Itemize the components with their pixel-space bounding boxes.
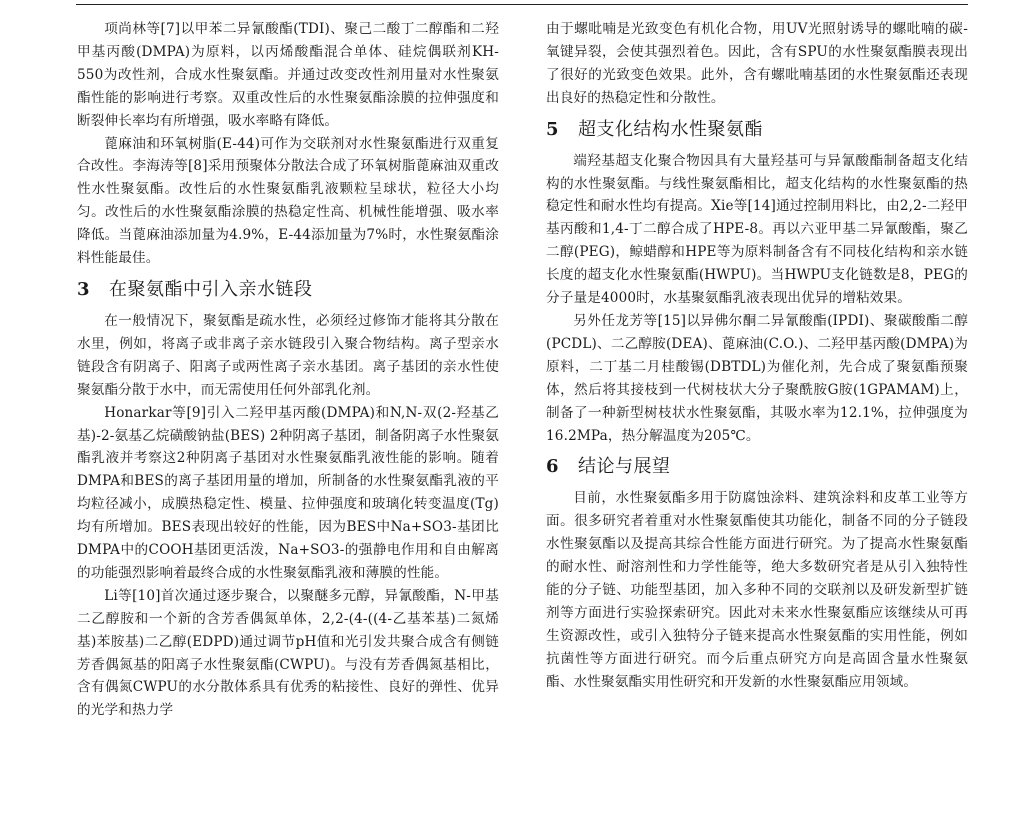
left-column — [77, 18, 499, 722]
paragraph-hydrophilic: 在一般情况下，聚氨酯是疏水性，必须经过修饰才能将其分散在水里，例如，将离子或非离子亲水链段引入聚合物结构。离子型亲水链段含有阴离子、阳离子或两性离子亲水基团。离子基团的亲水性使聚氨酯分散于水中，而无需使用任何外部乳化剂。 — [77, 312, 499, 398]
section-heading-3 — [77, 276, 499, 304]
right-column — [546, 18, 968, 694]
section-number: 3 — [77, 278, 91, 300]
paragraph-ren: 另外任龙芳等[15]以异佛尔酮二异氰酸酯(IPDI)、聚碳酸酯二醇(PCDL)、二乙醇胺(DEA)、蓖麻油(C.O.)、二羟甲基丙酸(DMPA)为原料，二丁基二月桂酸锡(DBTDL)为催化剂，先合成了聚氨酯预聚体，然后将其接枝到一代树枝状大分子聚酰胺G胺(1GPAMAM)上，制备了一种新型树枝状水性聚氨酯，其吸水率为12.1%，拉伸强度为16.2MPa，热分解温度为205℃。 — [546, 312, 968, 444]
paragraph-hyperbranched: 端羟基超支化聚合物因具有大量羟基可与异氰酸酯制备超支化结构的水性聚氨酯。与线性聚氨酯相比，超支化结构的水性聚氨酯的热稳定性和耐水性均有提高。Xie等[14]通过控制用料比，由2,2-二羟甲基丙酸和1,4-丁二醇合成了HPE-8。再以六亚甲基二异氰酸酯，聚乙二醇(PEG)，鲸蜡醇和HPE等为原料制备含有不同枝化结构和亲水链长度的超支化水性聚氨酯(HWPU)。当HWPU支化链数是8，PEG的分子量是4000时，水基聚氨酯乳液表现出优异的增粘效果。 — [546, 152, 968, 307]
section-number: 6 — [546, 456, 560, 478]
paragraph-xiang: 项尚林等[7]以甲苯二异氰酸酯(TDI)、聚己二酸丁二醇酯和二羟甲基丙酸(DMPA)为原料，以丙烯酸酯混合单体、硅烷偶联剂KH-550为改性剂，合成水性聚氨酯。并通过改变改性剂用量对水性聚氨酯性能的影响进行考察。双重改性后的水性聚氨酯涂膜的拉伸强度和断裂伸长率均有所增强，吸水率略有降低。 — [77, 21, 499, 129]
paragraph-conclusion: 目前，水性聚氨酯多用于防腐蚀涂料、建筑涂料和皮革工业等方面。很多研究者着重对水性聚氨酯使其功能化，制备不同的分子链段水性聚氨酯以及提高其综合性能方面进行研究。为了提高水性聚氨酯的耐水性、耐溶剂性和力学性能等，绝大多数研究者是从引入独特性能的分子链、功能型基团，加入多种不同的交联剂以及研发新型扩链剂等方面进行实验探索研究。因此对未来水性聚氨酯应该继续从可再生资源改性，或引入独特分子链来提高水性聚氨酯的实用性能，例如抗菌性等方面进行研究。而今后重点研究方向是高固含量水性聚氨酯、水性聚氨酯实用性研究和开发新的水性聚氨酯应用领域。 — [546, 490, 968, 690]
top-rule — [76, 4, 968, 5]
section-heading-5 — [546, 116, 968, 144]
section-title: 在聚氨酯中引入亲水链段 — [109, 278, 313, 300]
section-title: 结论与展望 — [578, 456, 671, 478]
section-heading-6 — [546, 453, 968, 481]
section-number: 5 — [546, 118, 560, 140]
section-title: 超支化结构水性聚氨酯 — [578, 118, 763, 140]
paragraph-honarkar: Honarkar等[9]引入二羟甲基丙酸(DMPA)和N,N-双(2-羟基乙基)-2-氨基乙烷磺酸钠盐(BES) 2种阴离子基团，制备阴离子水性聚氨酯乳液并考察这2种阴离子基团对水性聚氨酯乳液性能的影响。随着DMPA和BES的离子基团用量的增加，所制备的水性聚氨酯乳液的平均粒径减小，成膜热稳定性、模量、拉伸强度和玻璃化转变温度(Tg)均有所增加。BES表现出较好的性能，因为BES中Na+SO3-基团比DMPA中的COOH基团更活泼，Na+SO3-的强静电作用和自由解离的功能强烈影响着最终合成的水性聚氨酯乳液和薄膜的性能。 — [77, 404, 499, 581]
paragraph-spiropyran: 由于螺吡喃是光致变色有机化合物，用UV光照射诱导的螺吡喃的碳-氧键异裂，会使其强烈着色。因此，含有SPU的水性聚氨酯膜表现出了很好的光致变色效果。此外，含有螺吡喃基团的水性聚氨酯还表现出良好的热稳定性和分散性。 — [546, 21, 968, 106]
paragraph-castor-oil: 蓖麻油和环氧树脂(E-44)可作为交联剂对水性聚氨酯进行双重复合改性。李海涛等[8]采用预聚体分散法合成了环氧树脂蓖麻油双重改性水性聚氨酯。改性后的水性聚氨酯乳液颗粒呈球状，粒径大小均匀。改性后的水性聚氨酯涂膜的热稳定性高、机械性能增强、吸水率降低。当蓖麻油添加量为4.9%，E-44添加量为7%时，水性聚氨酯涂料性能最佳。 — [77, 135, 499, 267]
paragraph-li: Li等[10]首次通过逐步聚合，以聚醚多元醇，异氰酸酯，N-甲基二乙醇胺和一个新的含芳香偶氮单体，2,2-(4-((4-乙基苯基)二氮烯基)苯胺基)二乙醇(EDPD)通过调节pH值和光引发共聚合成含有侧链芳香偶氮基的阳离子水性聚氨酯(CWPU)。与没有芳香偶氮基相比，含有偶氮CWPU的水分散体系具有优秀的粘接性、良好的弹性、优异的光学和热力学 — [77, 587, 499, 719]
